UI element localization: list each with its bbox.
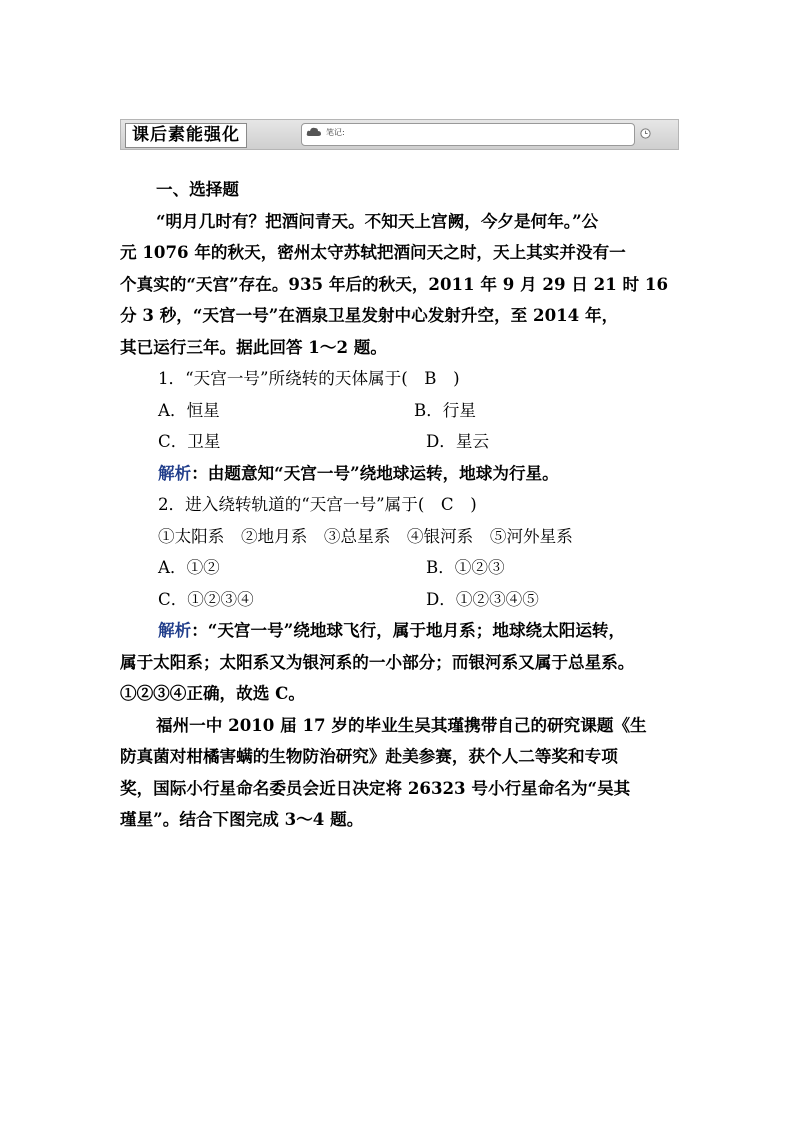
note-label: 笔记: (326, 128, 345, 137)
question-1-options-row (120, 395, 676, 427)
intro2-line: 奖，国际小行星命名委员会近日决定将 26323 号小行星命名为“吴其 (120, 777, 631, 798)
analysis-label: 解析 (158, 620, 192, 640)
question-content (120, 174, 676, 836)
option-c: C．①②③④ (158, 589, 254, 609)
analysis-text: 属于太阳系；太阳系又为银河系的一小部分；而银河系又属于总星系。 (120, 651, 635, 672)
option-d: D．星云 (426, 432, 490, 451)
header-banner (120, 119, 679, 150)
analysis-text: ①②③④正确，故选 C。 (120, 683, 305, 703)
question-2-choices: ①太阳系 ②地月系 ③总星系 ④银河系 ⑤河外星系 (158, 526, 573, 546)
cloud-icon (306, 126, 322, 138)
question-2-stem: 2．进入绕转轨道的“天宫一号”属于( C ) (158, 495, 477, 514)
question-2-analysis (120, 615, 676, 647)
question-2-options-row (120, 552, 676, 584)
analysis-text: ：“天宫一号”绕地球飞行，属于地月系；地球绕太阳运转， (191, 620, 626, 640)
note-input[interactable] (301, 123, 635, 146)
question-1-stem: 1．“天宫一号”所绕转的天体属于( B ) (158, 369, 460, 388)
question-1-analysis (120, 458, 676, 490)
option-a: A．恒星 (158, 400, 220, 420)
option-a: A．①② (158, 558, 220, 577)
intro2-line: 瑾星”。结合下图完成 3～4 题。 (120, 809, 364, 829)
option-c: C．卫星 (158, 432, 221, 451)
page-title: 课后素能强化 (125, 123, 247, 148)
question-2-options-row (120, 584, 676, 616)
question-1-options-row (120, 426, 676, 458)
analysis-label: 解析 (158, 462, 192, 483)
intro-line: 分 3 秒，“天宫一号”在酒泉卫星发射中心发射升空，至 2014 年， (120, 305, 619, 325)
section-heading: 一、选择题 (156, 179, 239, 199)
intro-line: “明月几时有？把酒问青天。不知天上宫阙，今夕是何年。”公 (156, 210, 599, 231)
analysis-text: ：由题意知“天宫一号”绕地球运转，地球为行星。 (191, 462, 559, 483)
intro-line: 个真实的“天宫”存在。935 年后的秋天，2011 年 9 月 29 日 21 时 16 (120, 273, 669, 294)
intro2-line: 防真菌对柑橘害螨的生物防治研究》赴美参赛，获个人二等奖和专项 (120, 746, 618, 766)
clock-icon[interactable] (640, 128, 651, 139)
intro-line: 元 1076 年的秋天，密州太守苏轼把酒问天之时，天上其实并没有一 (120, 242, 626, 262)
option-d: D．①②③④⑤ (426, 589, 539, 609)
option-b: B．行星 (414, 400, 476, 420)
intro2-line: 福州一中 2010 届 17 岁的毕业生吴其瑾携带自己的研究课题《生 (156, 714, 647, 735)
option-b: B．①②③ (426, 558, 505, 577)
intro-line: 其已运行三年。据此回答 1～2 题。 (120, 336, 387, 357)
